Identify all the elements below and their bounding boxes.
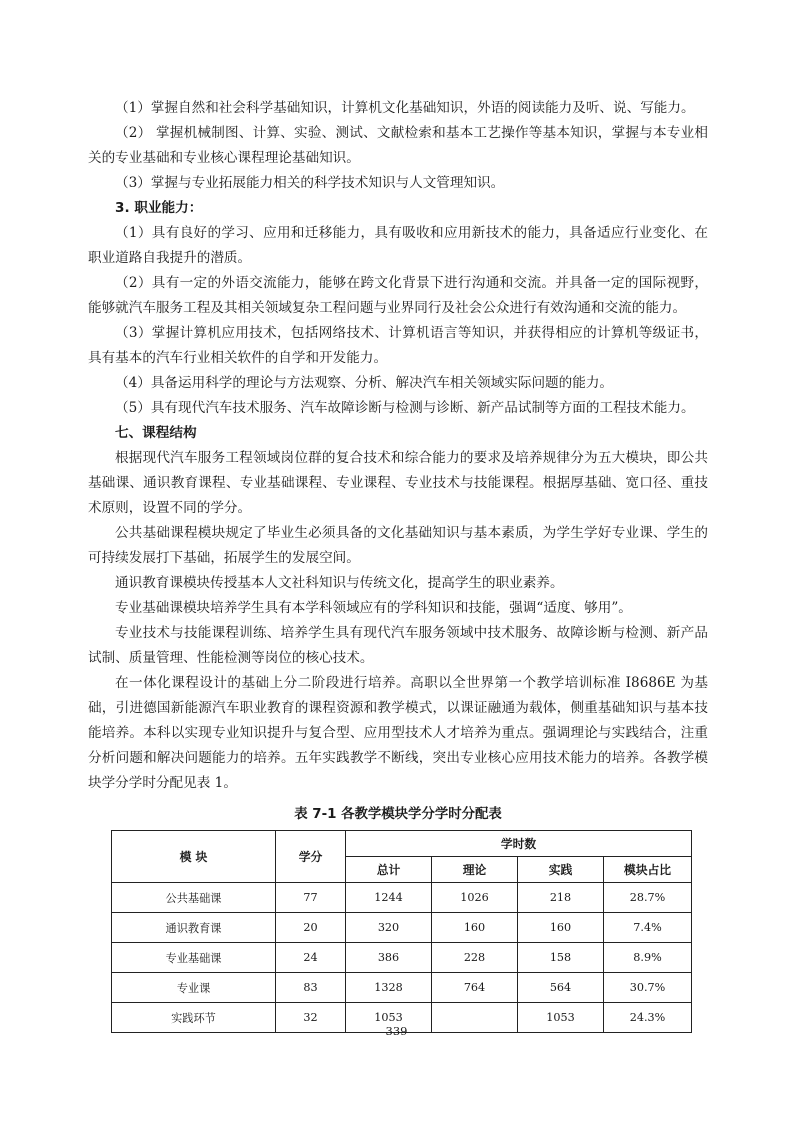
cell-total: 320 bbox=[346, 913, 432, 943]
knowledge-item-2: （2） 掌握机械制图、计算、实验、测试、文献检索和基本工艺操作等基本知识，掌握与本专业相关的专业基础和专业核心课程理论基础知识。 bbox=[88, 125, 708, 166]
structure-paragraph-2: 公共基础课程模块规定了毕业生必须具备的文化基础知识与基本素质，为学生学好专业课、学生的可持续发展打下基础，拓展学生的发展空间。 bbox=[88, 525, 708, 566]
cell-theory: 160 bbox=[432, 913, 518, 943]
ability-item-2: （2）具有一定的外语交流能力，能够在跨文化背景下进行沟通和交流。并具备一定的国际视野，能够就汽车服务工程及其相关领域复杂工程问题与业界同行及社会公众进行有效沟通和交流的能力。 bbox=[88, 275, 708, 316]
cell-credit: 24 bbox=[276, 943, 346, 973]
ability-item-1: （1）具有良好的学习、应用和迁移能力，具有吸收和应用新技术的能力，具备适应行业变化、在职业道路自我提升的潜质。 bbox=[88, 225, 708, 266]
table-row bbox=[112, 973, 692, 1003]
knowledge-item-3: （3）掌握与专业拓展能力相关的科学技术知识与人文管理知识。 bbox=[115, 175, 505, 191]
structure-paragraph-6: 在一体化课程设计的基础上分二阶段进行培养。高职以全世界第一个教学培训标准 I8686E 为基础，引进德国新能源汽车职业教育的课程资源和教学模式，以课证融通为载体，侧重基础知识与基本技能培养。本科以实现专业知识提升与复合型、应用型技术人才培养为重点。强调理论与实践结合，注重分析问题和解决问题能力的培养。五年实践教学不断线，突出专业核心应用技术能力的培养。各教学模块学分学时分配见表 1。 bbox=[88, 675, 708, 791]
ability-item-3: （3）掌握计算机应用技术，包括网络技术、计算机语言等知识，并获得相应的计算机等级证书，具有基本的汽车行业相关软件的自学和开发能力。 bbox=[88, 325, 708, 366]
structure-paragraph-3: 通识教育课模块传授基本人文社科知识与传统文化，提高学生的职业素养。 bbox=[115, 575, 564, 591]
cell-module: 专业基础课 bbox=[112, 943, 276, 973]
cell-ratio: 30.7% bbox=[604, 973, 692, 1003]
cell-module: 专业课 bbox=[112, 973, 276, 1003]
cell-practice: 160 bbox=[518, 913, 604, 943]
structure-paragraph-5: 专业技术与技能课程训练、培养学生具有现代汽车服务领域中技术服务、故障诊断与检测、新产品试制、质量管理、性能检测等岗位的核心技术。 bbox=[88, 625, 708, 666]
structure-paragraph-1: 根据现代汽车服务工程领域岗位群的复合技术和综合能力的要求及培养规律分为五大模块，即公共基础课、通识教育课程、专业基础课程、专业课程、专业技术与技能课程。根据厚基础、宽口径、重技术原则，设置不同的学分。 bbox=[88, 450, 708, 516]
cell-total: 1244 bbox=[346, 883, 432, 913]
credit-hours-table bbox=[111, 830, 692, 1033]
header-practice: 实践 bbox=[518, 857, 604, 883]
header-ratio: 模块占比 bbox=[604, 857, 692, 883]
cell-ratio: 8.9% bbox=[604, 943, 692, 973]
header-module: 模 块 bbox=[112, 831, 276, 883]
cell-total: 386 bbox=[346, 943, 432, 973]
cell-total: 1053 bbox=[346, 1003, 432, 1033]
cell-theory: 228 bbox=[432, 943, 518, 973]
cell-credit: 83 bbox=[276, 973, 346, 1003]
section-heading-course-structure: 七、课程结构 bbox=[115, 425, 197, 441]
knowledge-item-1: （1）掌握自然和社会科学基础知识，计算机文化基础知识，外语的阅读能力及听、说、写能力。 bbox=[115, 100, 695, 116]
table-row bbox=[112, 913, 692, 943]
ability-item-5: （5）具有现代汽车技术服务、汽车故障诊断与检测与诊断、新产品试制等方面的工程技术能力。 bbox=[115, 400, 695, 416]
cell-module: 通识教育课 bbox=[112, 913, 276, 943]
section-heading-professional-ability: 3. 职业能力： bbox=[115, 200, 203, 216]
ability-item-4: （4）具备运用科学的理论与方法观察、分析、解决汽车相关领域实际问题的能力。 bbox=[115, 375, 614, 391]
structure-paragraph-4: 专业基础课模块培养学生具有本学科领域应有的学科知识和技能，强调“适度、够用”。 bbox=[115, 600, 632, 616]
header-theory: 理论 bbox=[432, 857, 518, 883]
cell-module: 实践环节 bbox=[112, 1003, 276, 1033]
cell-practice: 158 bbox=[518, 943, 604, 973]
cell-module: 公共基础课 bbox=[112, 883, 276, 913]
body-text bbox=[88, 96, 708, 796]
cell-credit: 32 bbox=[276, 1003, 346, 1033]
cell-practice: 1053 bbox=[518, 1003, 604, 1033]
header-credit: 学分 bbox=[276, 831, 346, 883]
cell-practice: 564 bbox=[518, 973, 604, 1003]
table-row bbox=[112, 943, 692, 973]
table-row bbox=[112, 883, 692, 913]
cell-credit: 77 bbox=[276, 883, 346, 913]
cell-practice: 218 bbox=[518, 883, 604, 913]
cell-ratio: 28.7% bbox=[604, 883, 692, 913]
table-caption: 表 7-1 各教学模块学分学时分配表 bbox=[294, 807, 502, 822]
cell-total: 1328 bbox=[346, 973, 432, 1003]
cell-credit: 20 bbox=[276, 913, 346, 943]
cell-theory: 764 bbox=[432, 973, 518, 1003]
page-number: 339 bbox=[385, 1024, 408, 1038]
cell-ratio: 7.4% bbox=[604, 913, 692, 943]
cell-theory: 1026 bbox=[432, 883, 518, 913]
header-hours: 学时数 bbox=[346, 831, 692, 857]
header-total: 总计 bbox=[346, 857, 432, 883]
cell-ratio: 24.3% bbox=[604, 1003, 692, 1033]
